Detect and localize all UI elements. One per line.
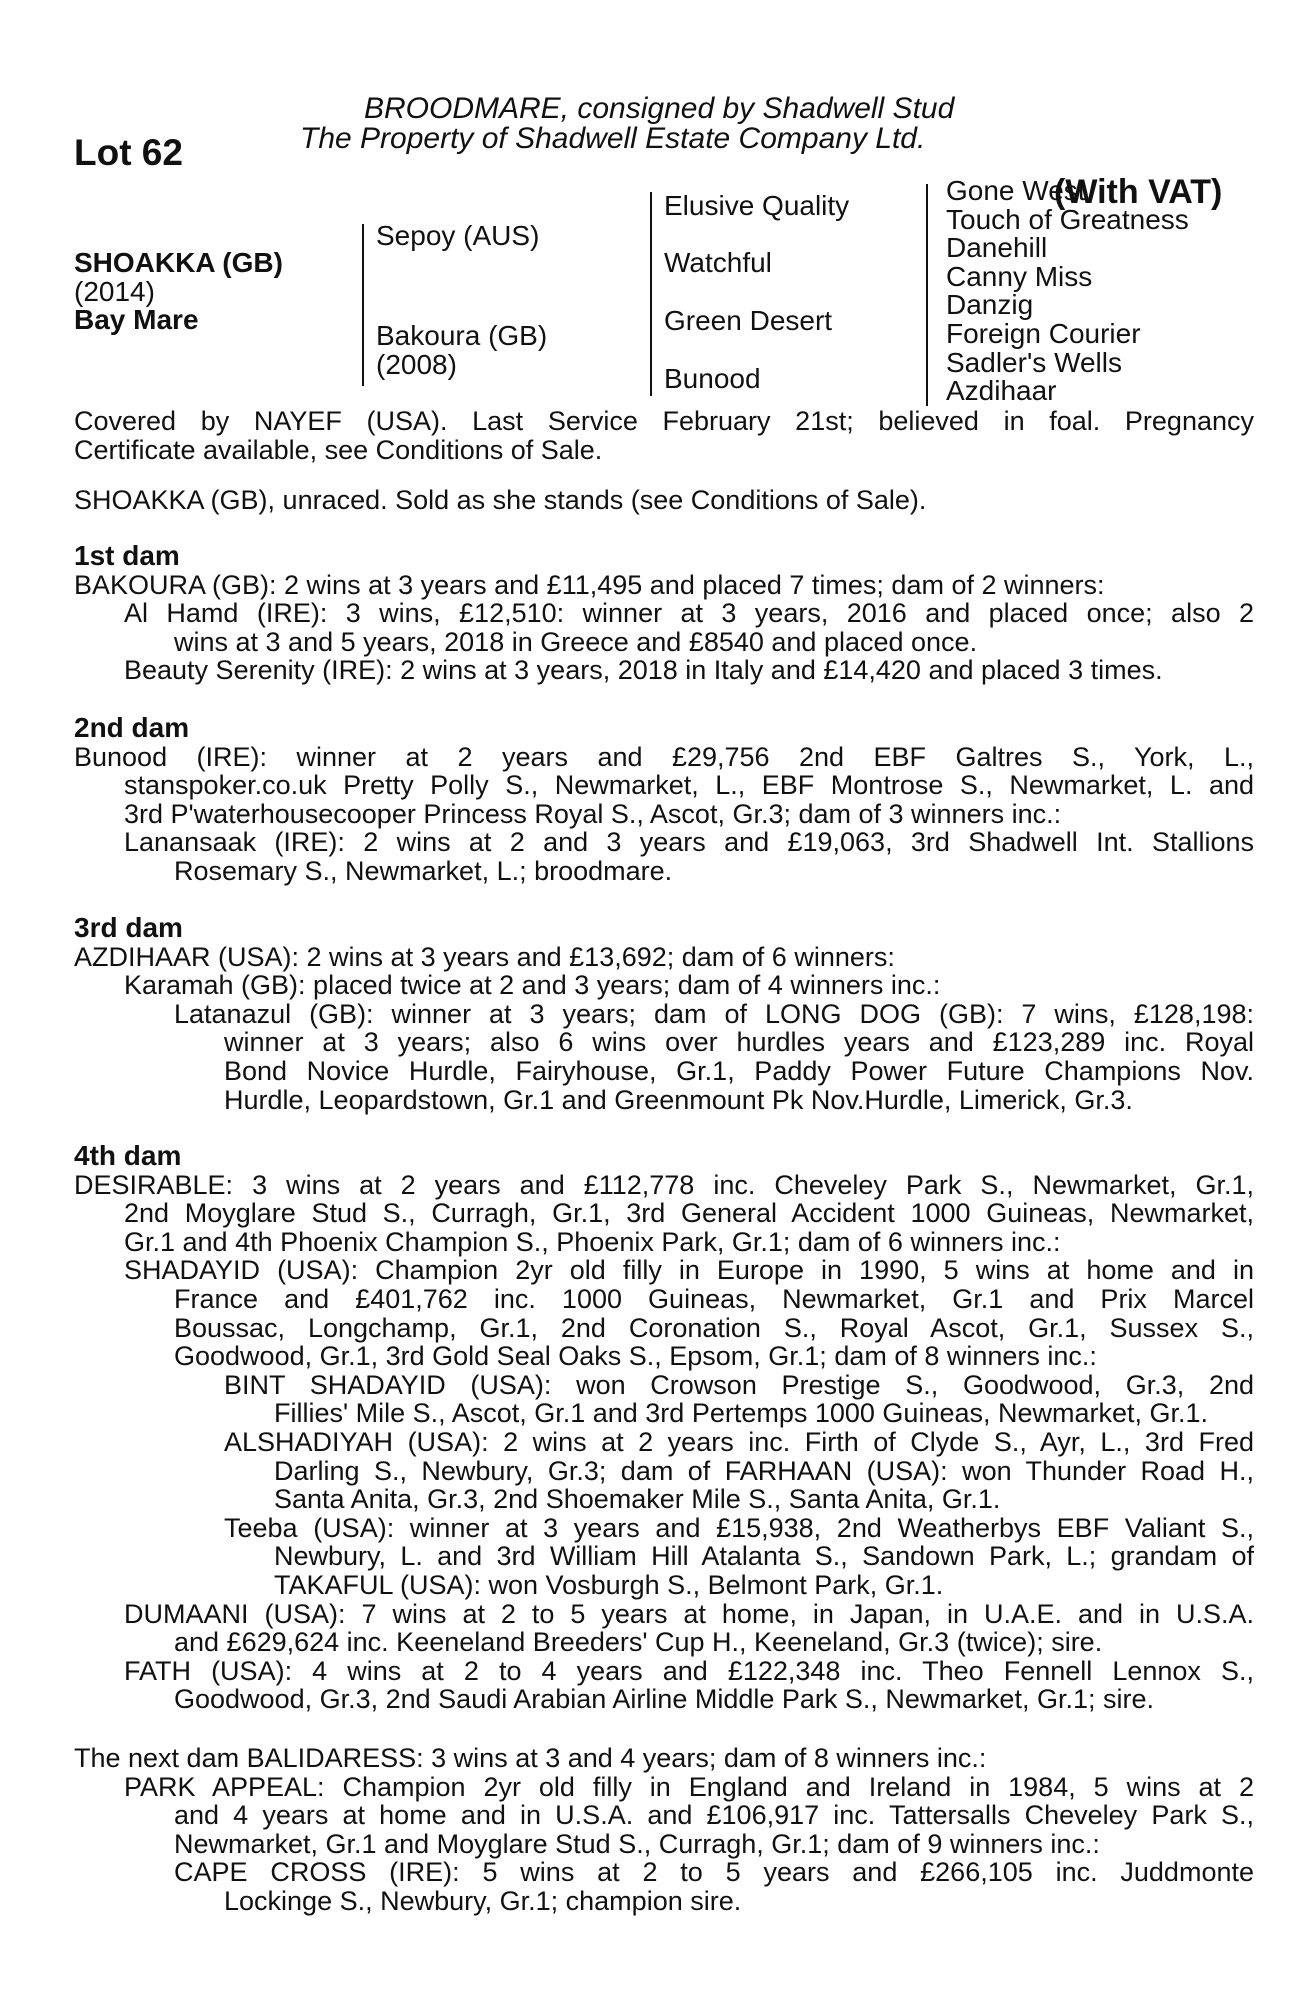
pedigree-line: TAKAFUL (USA): won Vosburgh S., Belmont Park, Gr.1. bbox=[274, 1569, 944, 1600]
fourth-dam-section bbox=[74, 1142, 1254, 1714]
dam-year: (2008) bbox=[376, 349, 457, 380]
pedigree-line: BAKOURA (GB): 2 wins at 3 years and £11,495 and placed 7 times; dam of 2 winners: bbox=[74, 569, 1105, 600]
lot-number: Lot 62 bbox=[74, 132, 183, 173]
unraced-note bbox=[74, 486, 1254, 515]
pedigree-line: Fillies' Mile S., Ascot, Gr.1 and 3rd Pertemps 1000 Guineas, Newmarket, Gr.1. bbox=[274, 1398, 1209, 1429]
sire: Sepoy (AUS) bbox=[376, 220, 540, 251]
cover-line: Covered by NAYEF (USA). Last Service February 21st; believed in foal. Pregnancy bbox=[74, 406, 1254, 436]
pedigree-line: DUMAANI (USA): 7 wins at 2 to 5 years at home, in Japan, in U.A.E. and in U.S.A. bbox=[124, 1598, 1254, 1629]
section-heading: 4th dam bbox=[74, 1140, 182, 1171]
great-grandparent: Danzig bbox=[946, 289, 1034, 320]
vat-label: (With VAT) bbox=[1054, 173, 1223, 211]
pedigree-line: 2nd Moyglare Stud S., Curragh, Gr.1, 3rd General Accident 1000 Guineas, Newmarket, bbox=[124, 1198, 1254, 1229]
pedigree-line: AZDIHAAR (USA): 2 wins at 3 years and £13,692; dam of 6 winners: bbox=[74, 941, 895, 972]
pedigree-line: ALSHADIYAH (USA): 2 wins at 2 years inc. Firth of Clyde S., Ayr, L., 3rd Fred bbox=[224, 1426, 1254, 1457]
grandparent: Green Desert bbox=[664, 305, 833, 336]
horse-name: SHOAKKA (GB) bbox=[74, 247, 283, 278]
pedigree-line: Rosemary S., Newmarket, L.; broodmare. bbox=[174, 855, 673, 886]
second-dam-section bbox=[74, 714, 1254, 886]
pedigree-line: Lanansaak (IRE): 2 wins at 2 and 3 years and £19,063, 3rd Shadwell Int. Stallions bbox=[124, 827, 1254, 858]
first-dam-section bbox=[74, 542, 1254, 685]
pedigree-line: The next dam BALIDARESS: 3 wins at 3 and 4 years; dam of 8 winners inc.: bbox=[74, 1743, 987, 1773]
consignment-line: BROODMARE, consigned by Shadwell Stud bbox=[364, 92, 955, 125]
grandparent: Watchful bbox=[664, 247, 772, 278]
pedigree-line: DESIRABLE: 3 wins at 2 years and £112,778 inc. Cheveley Park S., Newmarket, Gr.1, bbox=[74, 1169, 1254, 1200]
next-dam-section bbox=[74, 1744, 1254, 1916]
section-heading: 2nd dam bbox=[74, 712, 190, 743]
pedigree-line: Hurdle, Leopardstown, Gr.1 and Greenmount Pk Nov.Hurdle, Limerick, Gr.3. bbox=[224, 1084, 1133, 1115]
grandparent: Elusive Quality bbox=[664, 190, 850, 221]
pedigree-line: SHADAYID (USA): Champion 2yr old filly in Europe in 1990, 5 wins at home and in bbox=[124, 1255, 1254, 1286]
grandparent: Bunood bbox=[664, 363, 761, 394]
cover-note bbox=[74, 407, 1254, 464]
pedigree-line: Teeba (USA): winner at 3 years and £15,938, 2nd Weatherbys EBF Valiant S., bbox=[224, 1512, 1254, 1543]
pedigree-line: Bond Novice Hurdle, Fairyhouse, Gr.1, Paddy Power Future Champions Nov. bbox=[224, 1055, 1254, 1086]
great-grandparent: Gone West bbox=[946, 175, 1086, 206]
pedigree-line: and £629,624 inc. Keeneland Breeders' Cup H., Keeneland, Gr.3 (twice); sire. bbox=[174, 1627, 1103, 1658]
pedigree-bracket-1 bbox=[362, 224, 364, 386]
pedigree-line: Newmarket, Gr.1 and Moyglare Stud S., Curragh, Gr.1; dam of 9 winners inc.: bbox=[174, 1828, 1100, 1859]
great-grandparent: Foreign Courier bbox=[946, 318, 1141, 349]
pedigree-bracket-2 bbox=[650, 192, 652, 396]
section-heading: 1st dam bbox=[74, 540, 180, 571]
pedigree-bracket-3 bbox=[926, 184, 928, 406]
pedigree-line: Beauty Serenity (IRE): 2 wins at 3 years, 2018 in Italy and £14,420 and placed 3 times. bbox=[124, 655, 1163, 686]
pedigree-line: stanspoker.co.uk Pretty Polly S., Newmarket, L., EBF Montrose S., Newmarket, L. and bbox=[124, 770, 1254, 801]
pedigree-line: FATH (USA): 4 wins at 2 to 4 years and £122,348 inc. Theo Fennell Lennox S., bbox=[124, 1655, 1254, 1686]
cover-line: Certificate available, see Conditions of Sale. bbox=[74, 434, 603, 465]
dam: Bakoura (GB) bbox=[376, 320, 548, 351]
pedigree-line: Goodwood, Gr.1, 3rd Gold Seal Oaks S., Epsom, Gr.1; dam of 8 winners inc.: bbox=[174, 1341, 1097, 1372]
third-dam-section bbox=[74, 914, 1254, 1114]
pedigree-line: Goodwood, Gr.3, 2nd Saudi Arabian Airline Middle Park S., Newmarket, Gr.1; sire. bbox=[174, 1684, 1154, 1715]
pedigree-line: France and £401,762 inc. 1000 Guineas, Newmarket, Gr.1 and Prix Marcel bbox=[174, 1283, 1254, 1314]
great-grandparent: Danehill bbox=[946, 232, 1048, 263]
pedigree-line: winner at 3 years; also 6 wins over hurdles years and £123,289 inc. Royal bbox=[224, 1027, 1254, 1058]
great-grandparent: Canny Miss bbox=[946, 261, 1093, 292]
pedigree-line: and 4 years at home and in U.S.A. and £106,917 inc. Tattersalls Cheveley Park S., bbox=[174, 1800, 1254, 1831]
pedigree-line: Latanazul (GB): winner at 3 years; dam of LONG DOG (GB): 7 wins, £128,198: bbox=[174, 998, 1254, 1029]
great-grandparent: Touch of Greatness bbox=[946, 204, 1189, 235]
pedigree-line: Boussac, Longchamp, Gr.1, 2nd Coronation S., Royal Ascot, Gr.1, Sussex S., bbox=[174, 1312, 1254, 1343]
pedigree-line: Santa Anita, Gr.3, 2nd Shoemaker Mile S., Santa Anita, Gr.1. bbox=[274, 1484, 1001, 1515]
pedigree-line: Bunood (IRE): winner at 2 years and £29,756 2nd EBF Galtres S., York, L., bbox=[74, 741, 1254, 772]
pedigree-line: Newbury, L. and 3rd William Hill Atalanta S., Sandown Park, L.; grandam of bbox=[274, 1541, 1254, 1572]
horse-year: (2014) bbox=[74, 276, 155, 307]
great-grandparent: Azdihaar bbox=[946, 375, 1057, 406]
pedigree-line: 3rd P'waterhousecooper Princess Royal S., Ascot, Gr.3; dam of 3 winners inc.: bbox=[124, 798, 1062, 829]
great-grandparent: Sadler's Wells bbox=[946, 347, 1122, 378]
pedigree-line: Karamah (GB): placed twice at 2 and 3 years; dam of 4 winners inc.: bbox=[124, 970, 941, 1001]
pedigree-line: Gr.1 and 4th Phoenix Champion S., Phoenix Park, Gr.1; dam of 6 winners inc.: bbox=[124, 1226, 1061, 1257]
pedigree-line: Al Hamd (IRE): 3 wins, £12,510: winner at 3 years, 2016 and placed once; also 2 bbox=[124, 598, 1254, 629]
pedigree-line: Darling S., Newbury, Gr.3; dam of FARHAAN (USA): won Thunder Road H., bbox=[274, 1455, 1254, 1486]
unraced-line: SHOAKKA (GB), unraced. Sold as she stands (see Conditions of Sale). bbox=[74, 485, 927, 515]
pedigree-line: CAPE CROSS (IRE): 5 wins at 2 to 5 years and £266,105 inc. Juddmonte bbox=[174, 1857, 1254, 1888]
horse-colour: Bay Mare bbox=[74, 304, 199, 335]
pedigree-line: Lockinge S., Newbury, Gr.1; champion sire. bbox=[224, 1885, 742, 1916]
property-line: The Property of Shadwell Estate Company Ltd. bbox=[300, 122, 926, 155]
pedigree-line: BINT SHADAYID (USA): won Crowson Prestige S., Goodwood, Gr.3, 2nd bbox=[224, 1369, 1254, 1400]
pedigree-line: wins at 3 and 5 years, 2018 in Greece and £8540 and placed once. bbox=[174, 626, 978, 657]
section-heading: 3rd dam bbox=[74, 912, 183, 943]
pedigree-line: PARK APPEAL: Champion 2yr old filly in England and Ireland in 1984, 5 wins at 2 bbox=[124, 1771, 1254, 1802]
